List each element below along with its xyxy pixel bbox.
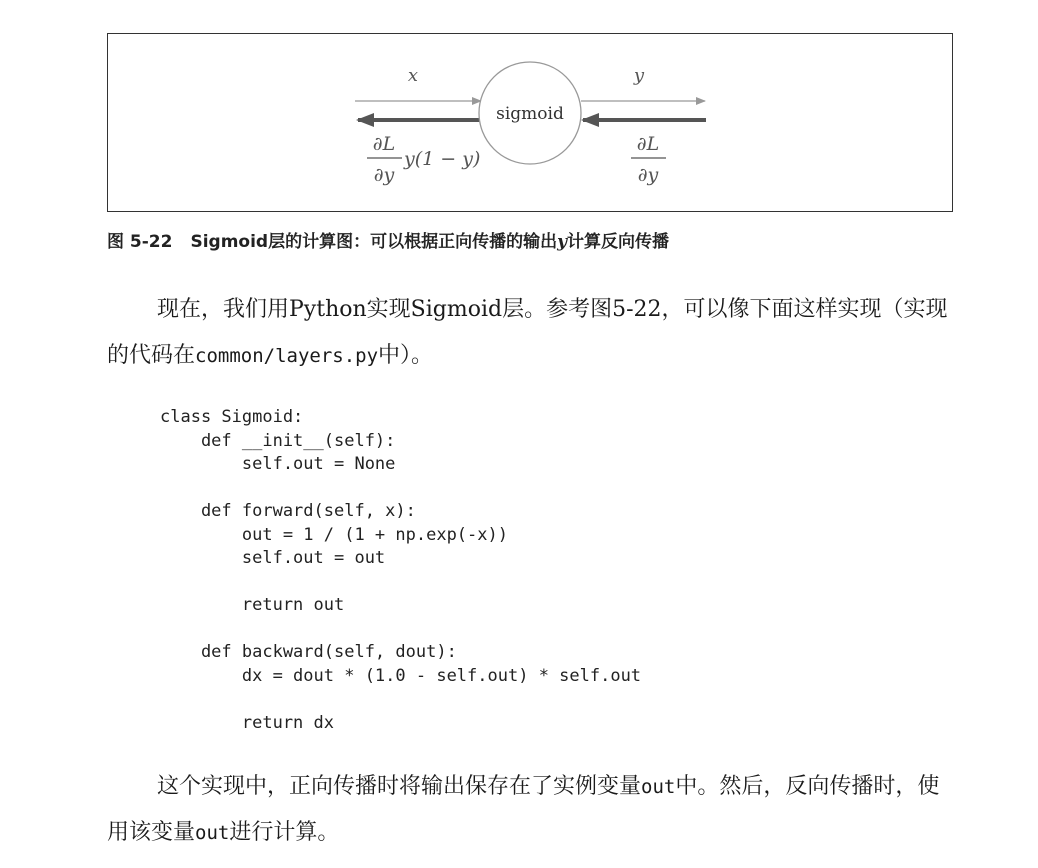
figure-5-22 [107,33,953,212]
code-line [160,618,641,642]
paragraph-intro [107,287,955,379]
input-variable-label: x [407,65,419,86]
code-line: dx = dout * (1.0 - self.out) * self.out [160,665,642,686]
paragraph-explanation [107,764,955,856]
code-line [160,688,641,712]
intro-text-before: 现在，我们用Python实现Sigmoid层。参考图5-22，可以像下面这样实现（实现的代码在 [107,297,948,368]
explanation-text-mid: 中。然后，反向传播时，使用该变量 [107,774,940,845]
grad-out-numerator: ∂L [636,133,660,155]
code-line: class Sigmoid: [160,407,304,427]
explanation-code-out-2: out [195,822,230,844]
sigmoid-node-label: sigmoid [496,104,564,124]
explanation-text-after: 进行计算。 [229,820,340,845]
explanation-code-out-1: out [641,776,676,798]
output-variable-label: y [633,65,645,86]
grad-out-denominator: ∂y [637,164,659,186]
caption-variable: y [557,232,567,252]
code-line: def backward(self, dout): [160,642,457,662]
code-line: out = 1 / (1 + np.exp(-x)) [160,524,508,545]
explanation-text-before: 这个实现中，正向传播时将输出保存在了实例变量 [157,774,642,799]
code-line [160,477,641,501]
code-line: def __init__(self): [160,430,396,451]
intro-code-path: common/layers.py [195,345,379,367]
code-line [160,571,641,595]
intro-text-after: 中）。 [378,343,434,368]
caption-text-before: Sigmoid层的计算图：可以根据正向传播的输出 [190,232,558,252]
code-listing [160,406,641,735]
caption-text-after: 计算反向传播 [567,232,669,252]
code-line: def forward(self, x): [160,501,416,521]
grad-in-denominator: ∂y [373,164,395,186]
figure-number: 图 5-22 [107,232,173,252]
code-line: return out [160,595,345,615]
code-line: self.out = None [160,454,396,474]
grad-in-factor: y(1 − y) [404,148,481,170]
code-line: self.out = out [160,548,386,568]
sigmoid-computational-graph [108,34,954,213]
grad-in-numerator: ∂L [372,133,396,155]
code-line: return dx [160,712,334,733]
figure-caption [107,227,669,252]
